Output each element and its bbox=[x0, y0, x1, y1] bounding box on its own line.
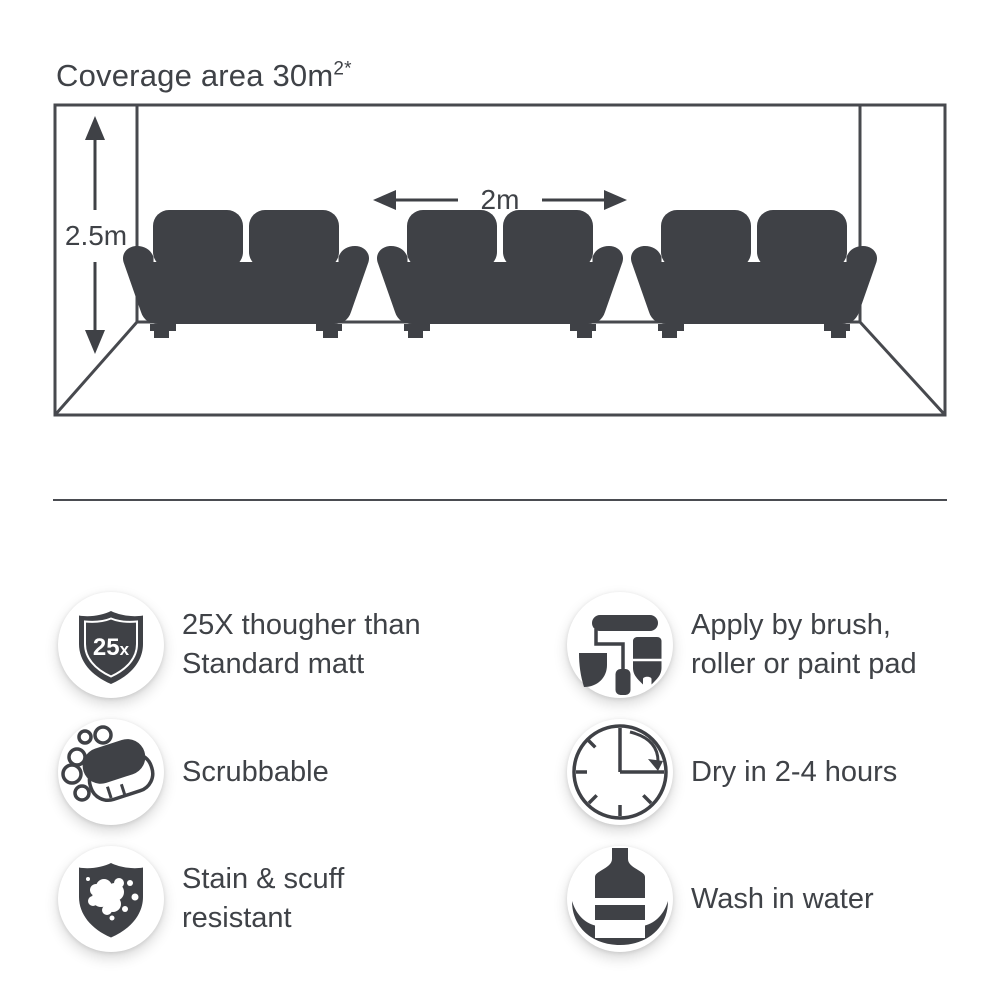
feature-line: roller or paint pad bbox=[691, 648, 917, 680]
feature-line: Dry in 2-4 hours bbox=[691, 755, 898, 788]
height-dimension-label: 2.5m bbox=[64, 220, 128, 251]
feature-line: Wash in water bbox=[691, 882, 874, 915]
feature-column-left bbox=[58, 592, 421, 952]
feature-text-application bbox=[691, 592, 917, 698]
feature-row-wash bbox=[567, 846, 917, 952]
feature-badge bbox=[58, 592, 164, 698]
feature-text-dry-time bbox=[691, 719, 897, 825]
feature-line: Standard matt bbox=[182, 648, 365, 680]
shield-splat-icon bbox=[58, 846, 164, 952]
width-dimension-label: 2m bbox=[480, 184, 520, 215]
feature-badge bbox=[58, 719, 164, 825]
shield-badge-value: 25 bbox=[92, 634, 120, 661]
shield-25x-icon bbox=[58, 592, 164, 698]
feature-text-scrubbable bbox=[182, 719, 329, 825]
feature-column-right bbox=[567, 592, 917, 952]
feature-badge bbox=[567, 592, 673, 698]
feature-row-toughness bbox=[58, 592, 421, 698]
coverage-title-text: Coverage area 30m bbox=[56, 58, 334, 93]
section-divider bbox=[53, 499, 947, 501]
feature-line: 25X thougher than bbox=[182, 609, 421, 641]
sofa-left bbox=[123, 210, 369, 338]
feature-text-wash bbox=[691, 846, 874, 952]
feature-badge bbox=[58, 846, 164, 952]
clock-icon bbox=[567, 719, 673, 825]
feature-row-dry-time bbox=[567, 719, 917, 825]
sofa-right bbox=[631, 210, 877, 338]
feature-line: Apply by brush, bbox=[691, 609, 891, 641]
height-dimension-arrow bbox=[65, 116, 127, 354]
feature-line: Stain & scuff bbox=[182, 863, 345, 895]
feature-badge bbox=[567, 846, 673, 952]
feature-line: Scrubbable bbox=[182, 755, 329, 788]
feature-row-stain-resistant bbox=[58, 846, 421, 952]
paint-roller-brush-pad-icon bbox=[567, 592, 673, 698]
feature-badge bbox=[567, 719, 673, 825]
room-coverage-diagram bbox=[0, 0, 1000, 440]
sponge-bubbles-icon bbox=[58, 719, 164, 825]
sofa-middle bbox=[377, 210, 623, 338]
feature-text-toughness bbox=[182, 592, 421, 698]
feature-row-application bbox=[567, 592, 917, 698]
shield-badge-suffix: x bbox=[119, 640, 130, 659]
width-dimension-arrow bbox=[373, 184, 627, 215]
feature-text-stain-resistant bbox=[182, 846, 344, 952]
coverage-title-superscript: 2* bbox=[333, 58, 352, 80]
wash-brush-water-icon bbox=[567, 846, 673, 952]
feature-line: resistant bbox=[182, 902, 292, 934]
feature-row-scrubbable bbox=[58, 719, 421, 825]
